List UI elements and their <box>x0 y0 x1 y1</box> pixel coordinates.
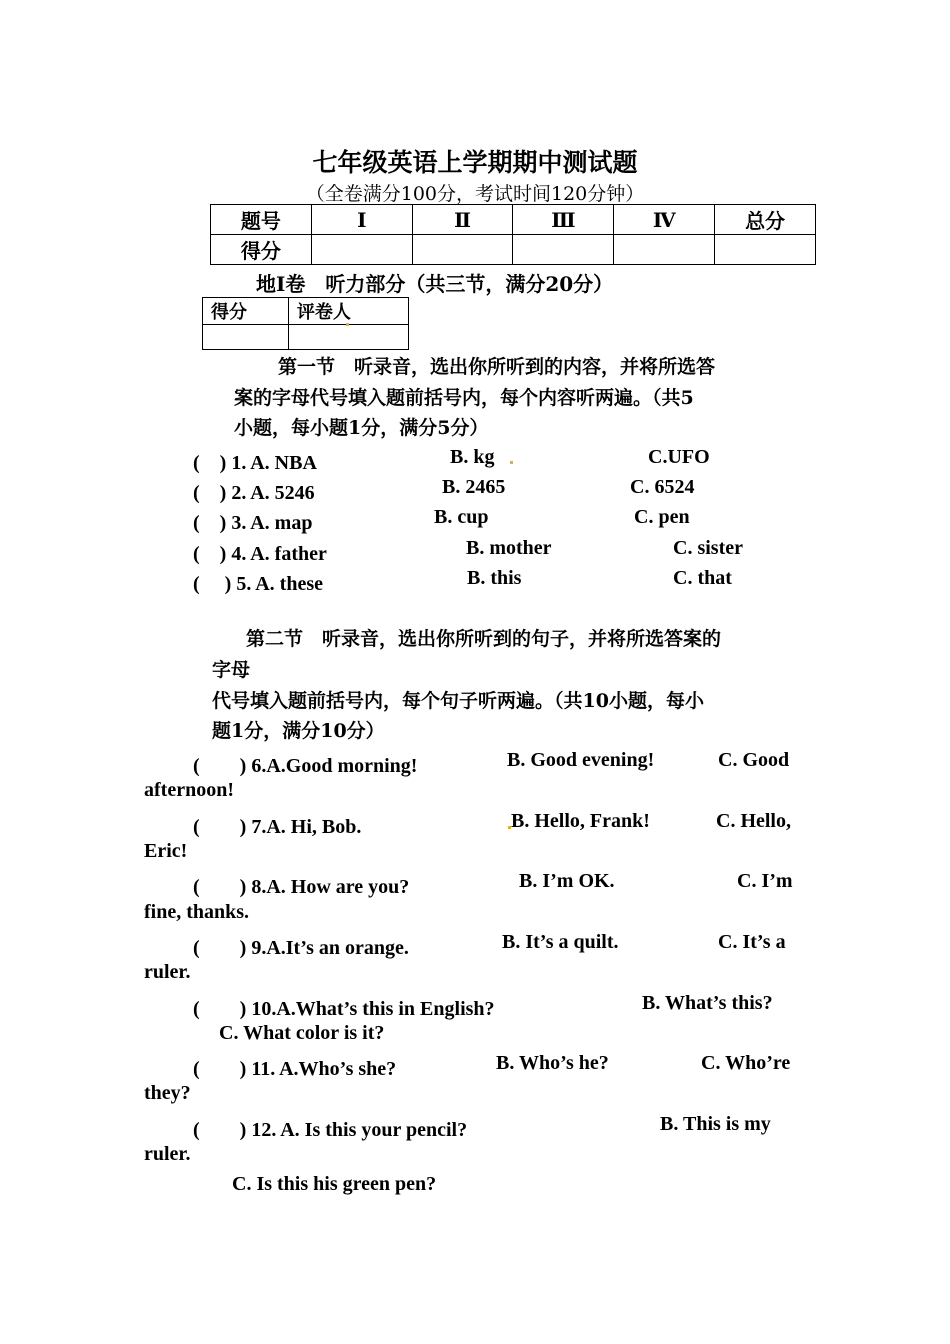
question-11-c: C. Who’re <box>701 1052 791 1074</box>
question-11-b: B. Who’s he? <box>496 1052 609 1074</box>
score-cell[interactable] <box>513 235 614 265</box>
page-subtitle: （全卷满分100分，考试时间120分钟） <box>305 183 645 205</box>
part1-instruction-line3: 小题，每小题1分，满分5分） <box>234 417 489 439</box>
score-table-score-row <box>211 235 816 265</box>
question-12-c: C. Is this his green pen? <box>232 1173 437 1195</box>
score-table-header-cell: Ⅱ <box>412 205 513 235</box>
question-6-cont: afternoon! <box>144 779 234 801</box>
question-8-cont: fine, thanks. <box>144 901 250 923</box>
question-7-a: ( ) 7.A. Hi, Bob. <box>193 816 362 838</box>
part2-instruction-line4: 题1分，满分10分） <box>212 720 385 742</box>
question-5-c: C. that <box>673 567 732 589</box>
question-3-c: C. pen <box>634 506 690 528</box>
score-row-label: 得分 <box>211 235 312 265</box>
question-2-a: ( ) 2. A. 5246 <box>193 482 315 504</box>
question-7-cont: Eric! <box>144 840 188 862</box>
grader-table <box>202 297 409 350</box>
question-4-b: B. mother <box>466 537 552 559</box>
question-7-c: C. Hello, <box>716 810 791 832</box>
question-10-a: ( ) 10.A.What’s this in English? <box>193 998 495 1020</box>
score-table-header-cell: 总分 <box>715 205 816 235</box>
question-9-b: B. It’s a quilt. <box>502 931 619 953</box>
question-11-a: ( ) 11. A.Who’s she? <box>193 1058 397 1080</box>
question-7-b: B. Hello, Frank! <box>511 810 650 832</box>
question-9-cont: ruler. <box>144 961 191 983</box>
question-8-c: C. I’m <box>737 870 793 892</box>
score-table-header-cell: Ⅰ <box>311 205 412 235</box>
question-12-b: B. This is my <box>660 1113 771 1135</box>
grader-score-label: 得分 <box>203 298 289 325</box>
question-10-cont: C. What color is it? <box>219 1022 385 1044</box>
question-2-c: C. 6524 <box>630 476 695 498</box>
question-4-a: ( ) 4. A. father <box>193 543 327 565</box>
part2-instruction-line2: 字母 <box>212 659 251 681</box>
decorative-dot <box>346 323 349 326</box>
question-9-a: ( ) 9.A.It’s an orange. <box>193 937 409 959</box>
question-5-b: B. this <box>467 567 522 589</box>
part1-instruction-line1: 第一节 听录音，选出你所听到的内容，并将所选答 <box>278 356 716 378</box>
score-table <box>210 204 816 265</box>
question-1-c: C.UFO <box>648 446 710 468</box>
score-cell[interactable] <box>715 235 816 265</box>
question-8-a: ( ) 8.A. How are you? <box>193 876 410 898</box>
question-8-b: B. I’m OK. <box>519 870 615 892</box>
part2-instruction-line1: 第二节 听录音，选出你所听到的句子，并将所选答案的 <box>246 628 722 650</box>
question-6-a: ( ) 6.A.Good morning! <box>193 755 418 777</box>
score-cell[interactable] <box>311 235 412 265</box>
grader-score-cell[interactable] <box>203 325 289 350</box>
question-1-b: B. kg <box>450 446 495 468</box>
score-table-header-cell: Ⅲ <box>513 205 614 235</box>
question-12-a: ( ) 12. A. Is this your pencil? <box>193 1119 468 1141</box>
question-3-b: B. cup <box>434 506 489 528</box>
question-4-c: C. sister <box>673 537 743 559</box>
score-table-header-cell: 题号 <box>211 205 312 235</box>
grader-name-cell[interactable] <box>288 325 408 350</box>
score-table-header-row <box>211 205 816 235</box>
question-6-b: B. Good evening! <box>507 749 655 771</box>
question-12-cont: ruler. <box>144 1143 191 1165</box>
question-10-b: B. What’s this? <box>642 992 773 1014</box>
section-heading: 地Ⅰ卷 听力部分（共三节，满分20分） <box>256 272 614 296</box>
score-table-header-cell: Ⅳ <box>614 205 715 235</box>
grader-name-label: 评卷人 <box>288 298 408 325</box>
score-cell[interactable] <box>412 235 513 265</box>
part1-instruction-line2: 案的字母代号填入题前括号内，每个内容听两遍。（共5 <box>234 387 694 409</box>
question-1-a: ( ) 1. A. NBA <box>193 452 317 474</box>
question-5-a: ( ) 5. A. these <box>193 573 323 595</box>
question-6-c: C. Good <box>718 749 790 771</box>
decorative-dot <box>510 461 513 464</box>
page-title: 七年级英语上学期期中测试题 <box>312 148 638 177</box>
question-11-cont: they? <box>144 1082 191 1104</box>
score-cell[interactable] <box>614 235 715 265</box>
question-3-a: ( ) 3. A. map <box>193 512 313 534</box>
question-9-c: C. It’s a <box>718 931 786 953</box>
part2-instruction-line3: 代号填入题前括号内，每个句子听两遍。（共10小题，每小 <box>212 690 704 712</box>
question-2-b: B. 2465 <box>442 476 506 498</box>
